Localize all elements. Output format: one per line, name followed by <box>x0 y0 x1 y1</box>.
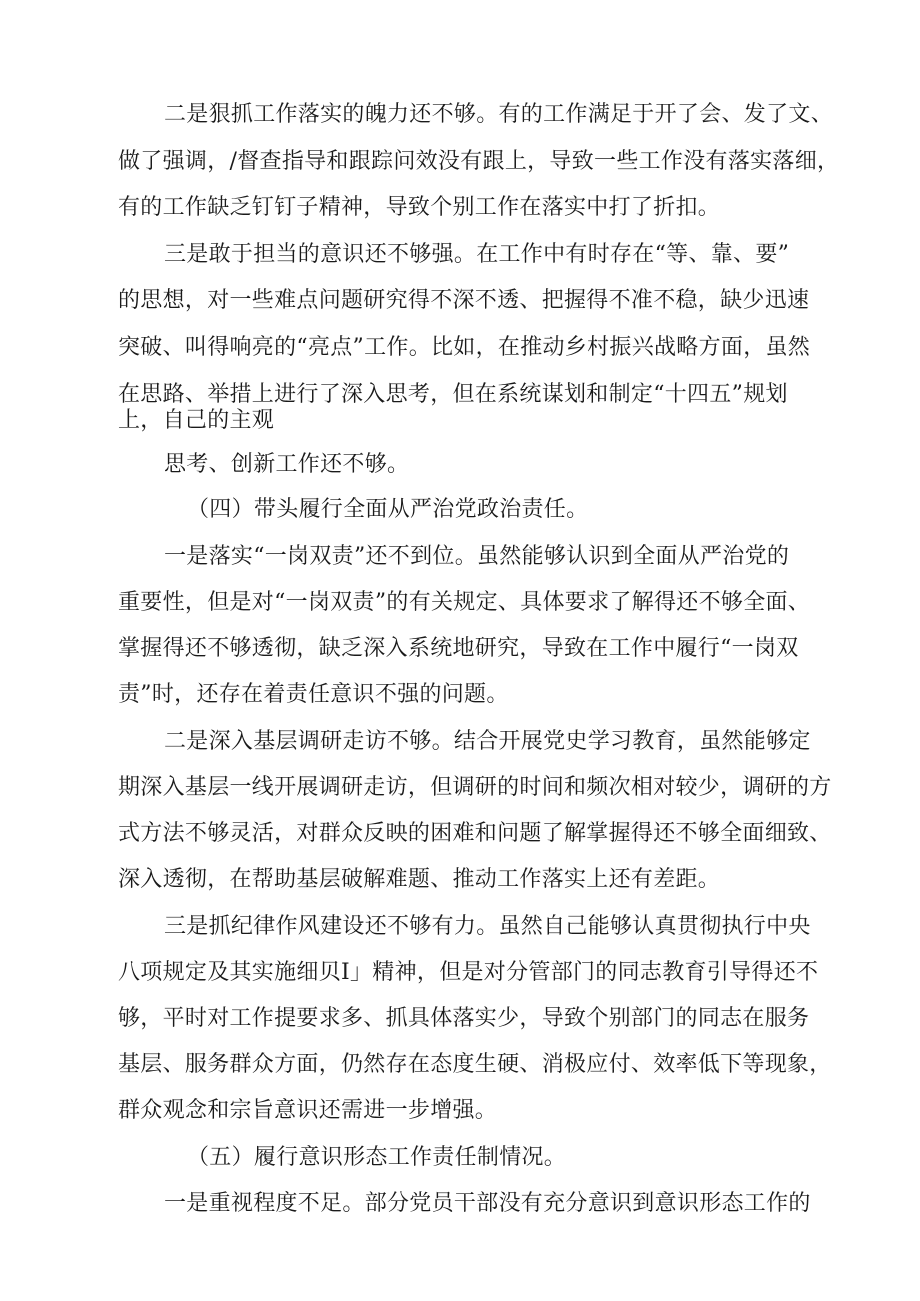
paragraph-line: 三是抓纪律作风建设还不够有力。虽然自己能够认真贯彻执行中央 <box>164 914 811 939</box>
paragraph-line: 掌握得还不够透彻，缺乏深入系统地研究，导致在工作中履行“一岗双 <box>118 636 799 661</box>
paragraph-line: 够，平时对工作提要求多、抓具体落实少，导致个别部门的同志在服务 <box>118 1006 810 1031</box>
paragraph-line: 在思路、举措上进行了深入思考，但在系统谋划和制定“十四五”规划 <box>118 382 788 407</box>
paragraph-line: 二是狠抓工作落实的魄力还不够。有的工作满足于开了会、发了文、 <box>164 102 834 127</box>
paragraph-line: 深入透彻，在帮助基层破解难题、推动工作落实上还有差距。 <box>118 867 721 892</box>
paragraph-line: 八项规定及其实施细贝I」精神，但是对分管部门的同志教育引导得还不 <box>118 960 819 985</box>
paragraph-line: 一是重视程度不足。部分党员干部没有充分意识到意识形态工作的 <box>164 1191 811 1216</box>
paragraph-line: 群众观念和宗旨意识还需进一步增强。 <box>118 1098 498 1123</box>
paragraph-line: 一是落实“一岗双责”还不到位。虽然能够认识到全面从严治党的 <box>164 544 790 569</box>
paragraph-line: 重要性，但是对“一岗双责”的有关规定、具体要求了解得还不够全面、 <box>118 590 811 615</box>
paragraph-line: 上，自己的主观 <box>118 408 275 433</box>
paragraph-line: 思考、创新工作还不够。 <box>164 452 410 477</box>
section-heading-four: （四）带头履行全面从严治党政治责任。 <box>187 497 589 522</box>
paragraph-line: 突破、叫得响亮的“亮点”工作。比如，在推动乡村振兴战略方面，虽然 <box>118 335 811 360</box>
paragraph-line: 基层、服务群众方面，仍然存在态度生硬、消极应付、效率低下等现象， <box>118 1052 832 1077</box>
paragraph-line: 有的工作缺乏钉钉子精神，导致个别工作在落实中打了折扣。 <box>118 195 721 220</box>
paragraph-line: 二是深入基层调研走访不够。结合开展党史学习教育，虽然能够定 <box>164 729 811 754</box>
paragraph-line: 责”时，还存在着责任意识不强的问题。 <box>118 682 509 707</box>
paragraph-line: 式方法不够灵活，对群众反映的困难和问题了解掌握得还不够全面细致、 <box>118 821 832 846</box>
section-heading-five: （五）履行意识形态工作责任制情况。 <box>187 1145 567 1170</box>
paragraph-line: 做了强调，/督查指导和跟踪问效没有跟上，导致一些工作没有落实落细， <box>118 149 840 174</box>
paragraph-line: 三是敢于担当的意识还不够强。在工作中有时存在“等、靠、要” <box>164 242 790 267</box>
paragraph-line: 的思想，对一些难点问题研究得不深不透、把握得不准不稳，缺少迅速 <box>118 288 810 313</box>
paragraph-line: 期深入基层一线开展调研走访，但调研的时间和频次相对较少，调研的方 <box>118 775 832 800</box>
